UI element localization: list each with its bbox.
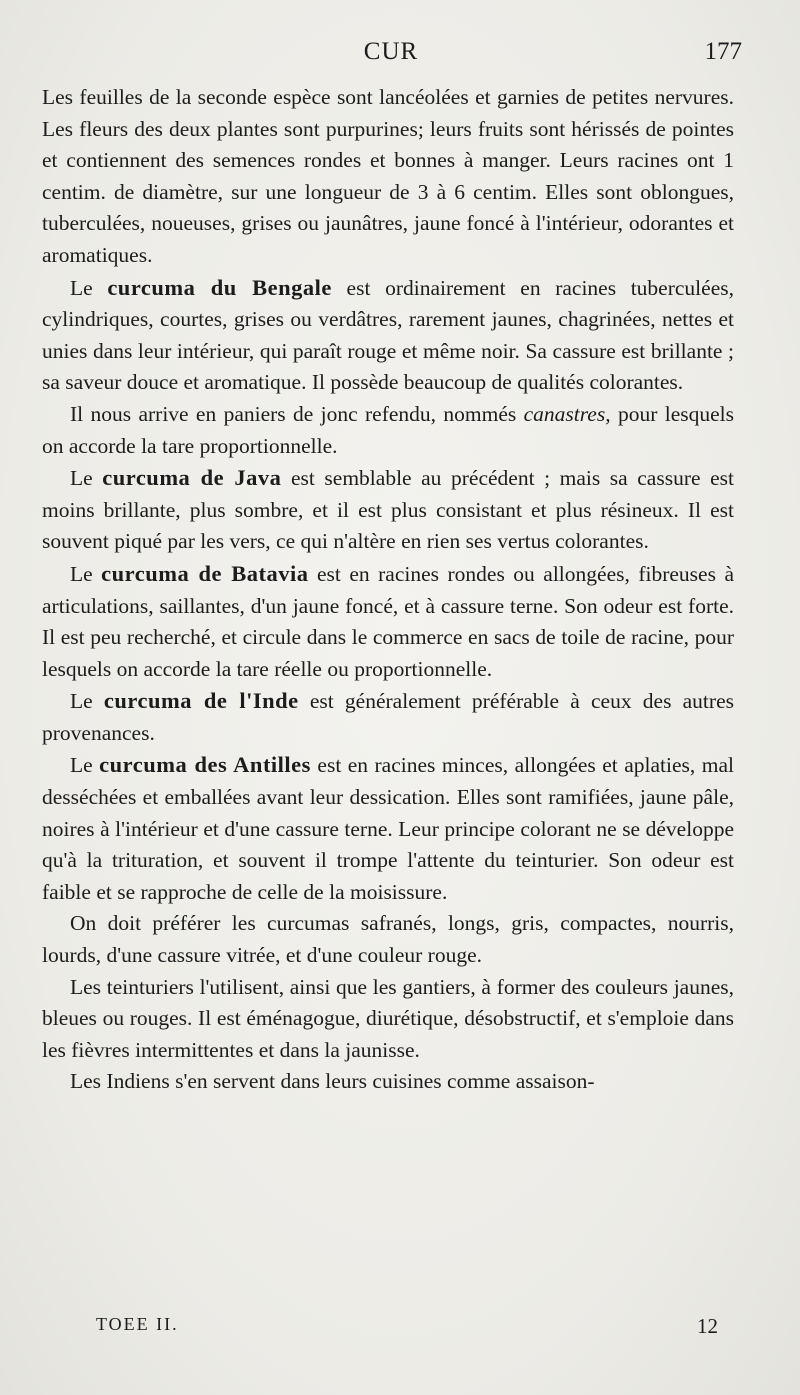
paragraph-text: Le	[70, 689, 104, 714]
running-header	[40, 38, 742, 74]
page-number: 177	[704, 38, 742, 65]
paragraph	[42, 82, 734, 272]
paragraph-text: Le	[70, 561, 102, 586]
paragraph-text: Le	[70, 753, 100, 778]
paragraph-text: Les teinturiers l'utilisent, ainsi que les gantiers, à former des couleurs jaunes, bleues ou rouges. Il est éménagogue, diurétique, désobstructif, et s'emploie dans les fièvres intermittentes et dans la jaunisse.	[42, 974, 734, 1062]
paragraph-text: est semblable au précédent ; mais sa cassure est moins brillante, plus sombre, et il est plus consistant et plus résineux. Il est souvent piqué par les vers, ce qui n'altère en rien ses vertus colorantes.	[42, 466, 734, 554]
paragraph-text: est ordinairement en racines tuberculées, cylindriques, courtes, grises ou verdâtres, rarement jaunes, chagrinées, nettes et unies dans leur intérieur, qui paraît rouge et même noir. Sa cassure est brillante ; sa saveur douce et aromatique. Il possède beaucoup de qualités colorantes.	[42, 275, 734, 395]
paragraph	[42, 1066, 734, 1098]
paragraph-text: On doit préférer les curcumas safranés, longs, gris, compactes, nourris, lourds, d'une cassure vitrée, et d'une couleur rouge.	[42, 911, 734, 968]
body-text	[42, 82, 734, 1098]
paragraph	[42, 462, 734, 558]
page-footer	[96, 1314, 718, 1344]
bold-term: curcuma des Antilles	[99, 752, 311, 778]
running-title: CUR	[363, 38, 419, 65]
paragraph-text: est généralement préférable à ceux des autres provenances.	[42, 689, 734, 745]
paragraph	[42, 908, 734, 971]
paragraph	[42, 972, 734, 1067]
bold-term: curcuma de Batavia	[101, 560, 309, 586]
paragraph-text: Les feuilles de la seconde espèce sont lancéolées et garnies de petites nervures. Les fleurs des deux plantes sont purpurines; leurs fruits sont hérissés de pointes et contiennent des semences rondes et bonnes à manger. Leurs racines ont 1 centim. de diamètre, sur une longueur de 3 à 6 centim. Elles sont oblongues, tuberculées, noueuses, grises ou jaunâtres, jaune foncé à l'intérieur, odorantes et aromatiques.	[42, 85, 734, 267]
paragraph-text: Le	[70, 466, 103, 491]
italic-term: canastres,	[523, 401, 611, 426]
signature-mark: TOEE II.	[96, 1314, 179, 1334]
bold-term: curcuma de l'Inde	[103, 688, 299, 714]
paragraph-text: Les Indiens s'en servent dans leurs cuisines comme assaison-	[70, 1069, 595, 1094]
paragraph-text: Il nous arrive en paniers de jonc refendu, nommés	[70, 401, 524, 426]
bold-term: curcuma de Java	[102, 465, 282, 491]
paragraph-text: est en racines rondes ou allongées, fibreuses à articulations, saillantes, d'un jaune foncé, et à cassure terne. Son odeur est forte. Il est peu recherché, et circule dans le commerce en sacs de toile de racine, pour lesquels on accorde la tare réelle ou proportionnelle.	[42, 561, 734, 681]
paragraph-text: pour lesquels on accorde la tare proportionnelle.	[42, 401, 734, 458]
bold-term: curcuma du Bengale	[107, 274, 332, 300]
paragraph	[42, 685, 734, 749]
paragraph	[42, 399, 734, 462]
paragraph	[42, 558, 734, 685]
paragraph-text: est en racines minces, allongées et aplaties, mal desséchées et emballées avant leur dessication. Elles sont ramifiées, jaune pâle, noires à l'intérieur et d'une cassure terne. Leur principe colorant ne se développe qu'à la trituration, et souvent il trompe l'attente du teinturier. Son odeur est faible et se rapproche de celle de la moisissure.	[42, 753, 734, 904]
paragraph-text: Le	[70, 275, 108, 300]
paragraph	[42, 749, 734, 908]
paragraph	[42, 272, 734, 399]
sheet-number: 12	[697, 1314, 718, 1338]
